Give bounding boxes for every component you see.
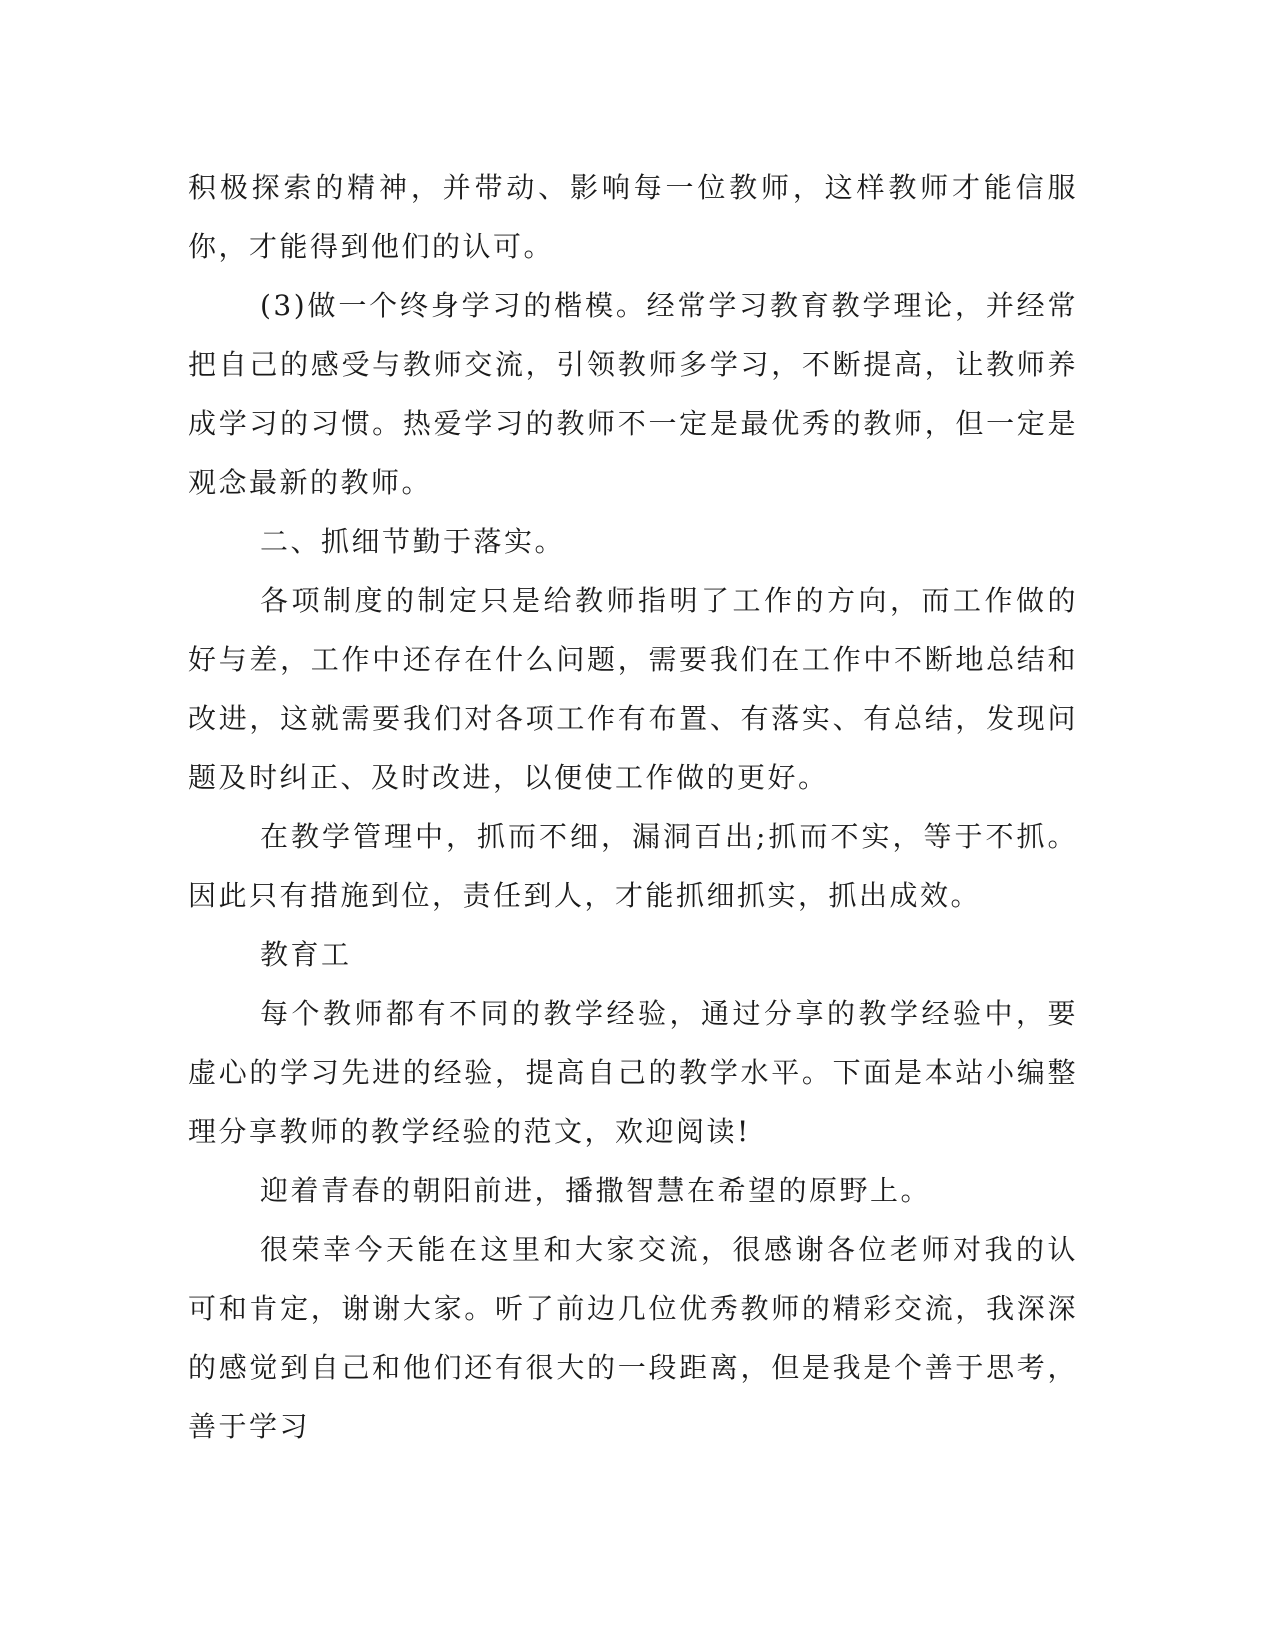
paragraph-gratitude: 很荣幸今天能在这里和大家交流，很感谢各位老师对我的认可和肯定，谢谢大家。听了前边几位优秀教师的精彩交流，我深深的感觉到自己和他们还有很大的一段距离，但是我是个善于思考，善于学习: [188, 1233, 1078, 1443]
paragraph-teaching-experience: 每个教师都有不同的教学经验，通过分享的教学经验中，要虚心的学习先进的经验，提高自己的教学水平。下面是本站小编整理分享教师的教学经验的范文，欢迎阅读!: [188, 997, 1078, 1148]
section-heading-details: 二、抓细节勤于落实。: [260, 525, 566, 558]
paragraph-youth-motto: 迎着青春的朝阳前进，播撒智慧在希望的原野上。: [260, 1174, 932, 1207]
section-heading-education: 教育工: [260, 938, 352, 971]
paragraph-lifelong-learning: (3)做一个终身学习的楷模。经常学习教育教学理论，并经常把自己的感受与教师交流，引领教师多学习，不断提高，让教师养成学习的习惯。热爱学习的教师不一定是最优秀的教师，但一定是观念最新的教师。: [188, 289, 1078, 499]
paragraph-teaching-management: 在教学管理中，抓而不细，漏洞百出;抓而不实，等于不抓。因此只有措施到位，责任到人，才能抓细抓实，抓出成效。: [188, 820, 1078, 912]
document-body: [188, 158, 1078, 1456]
paragraph-regulations: 各项制度的制定只是给教师指明了工作的方向，而工作做的好与差，工作中还存在什么问题，需要我们在工作中不断地总结和改进，这就需要我们对各项工作有布置、有落实、有总结，发现问题及时纠正、及时改进，以便使工作做的更好。: [188, 584, 1078, 794]
paragraph-continuation: 积极探索的精神，并带动、影响每一位教师，这样教师才能信服你，才能得到他们的认可。: [188, 171, 1078, 263]
